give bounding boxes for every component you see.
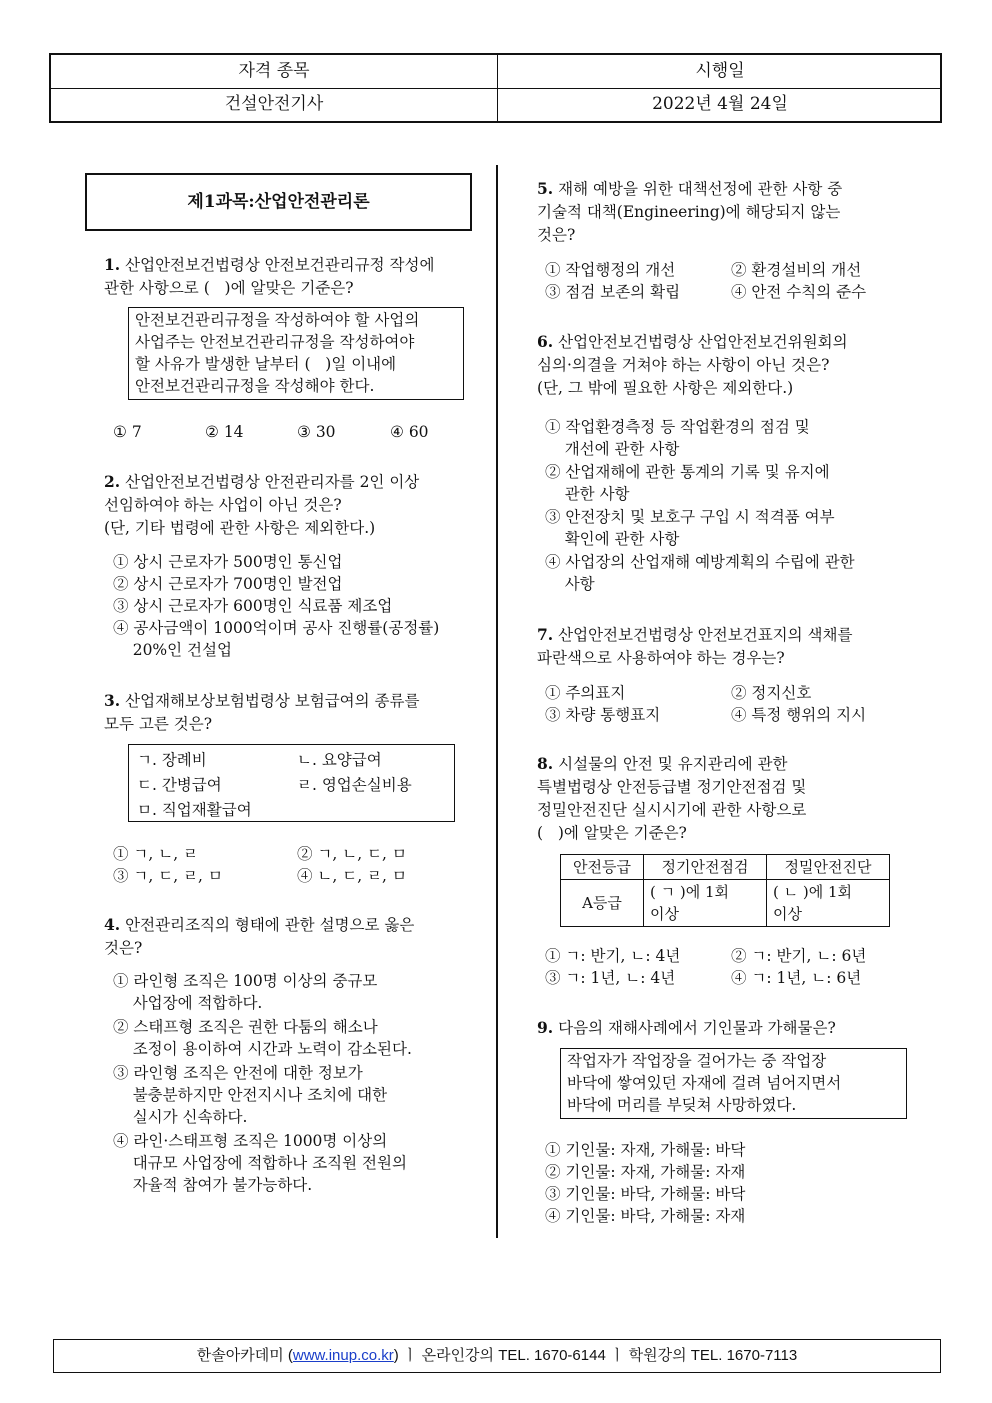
question-text: 재해 예방을 위한 대책선정에 관한 사항 중 기술적 대책(Engineering)에 해당되지 않는 것은?	[537, 180, 843, 244]
question-text: 시설물의 안전 및 유지관리에 관한 특별법령상 안전등급별 정기안전점검 및 정밀안전진단 실시시기에 관한 사항으로 ( )에 알맞은 기준은?	[537, 755, 807, 842]
q8-option-2[interactable]: ② ㄱ: 반기, ㄴ: 6년	[731, 947, 867, 965]
header-exam-type-value: 건설안전기사	[51, 88, 498, 121]
question-1-box: 안전보건관리규정을 작성하여야 할 사업의 사업주는 안전보건관리규정을 작성하여야 할 사유가 발생한 날부터 ( )일 이내에 안전보건관리규정을 작성해야 한다.	[128, 307, 464, 400]
question-4	[104, 913, 414, 960]
header-row-titles	[51, 55, 940, 89]
q3-item-4: ㄹ. 영업손실비용	[297, 776, 412, 794]
q6-option-4[interactable]: ④ 사업장의 산업재해 예방계획의 수립에 관한 사항	[545, 553, 855, 593]
question-number: 2.	[104, 472, 121, 491]
q3-option-3[interactable]: ③ ㄱ, ㄷ, ㄹ, ㅁ	[113, 867, 223, 885]
q6-option-3[interactable]: ③ 안전장치 및 보호구 구입 시 적격품 여부 확인에 관한 사항	[545, 508, 835, 548]
q3-item-5: ㅁ. 직업재활급여	[137, 801, 252, 819]
q3-item-1: ㄱ. 장례비	[137, 751, 207, 769]
subject-title: 제1과목:산업안전관리론	[85, 173, 472, 231]
question-text: 산업안전보건법령상 안전관리자를 2인 이상 선임하여야 하는 사업이 아닌 것은? (단, 기타 법령에 관한 사항은 제외한다.)	[104, 473, 420, 537]
q6-option-1[interactable]: ① 작업환경측정 등 작업환경의 점검 및 개선에 관한 사항	[545, 418, 810, 458]
question-2	[104, 470, 419, 540]
q4-option-3[interactable]: ③ 라인형 조직은 안전에 대한 정보가 불충분하지만 안전지시나 조치에 대한 실시가 신속하다.	[113, 1064, 388, 1126]
header-exam-date-value: 2022년 4월 24일	[652, 94, 788, 114]
column-divider	[496, 165, 498, 1238]
q2-option-4[interactable]: ④ 공사금액이 1000억이며 공사 진행률(공정률) 20%인 건설업	[113, 619, 440, 659]
question-number: 3.	[104, 691, 121, 710]
table-header-precision-diagnosis: 정밀안전진단	[767, 855, 890, 880]
q3-option-1[interactable]: ① ㄱ, ㄴ, ㄹ	[113, 845, 199, 863]
q8-option-1[interactable]: ① ㄱ: 반기, ㄴ: 4년	[545, 947, 681, 965]
q3-item-2: ㄴ. 요양급여	[297, 751, 382, 769]
q5-option-1[interactable]: ① 작업행정의 개선	[545, 261, 676, 279]
question-text: 안전관리조직의 형태에 관한 설명으로 옳은 것은?	[104, 916, 415, 957]
header-row-values	[51, 88, 940, 121]
question-1	[104, 253, 434, 300]
q7-option-1[interactable]: ① 주의표지	[545, 684, 626, 702]
question-number: 4.	[104, 915, 121, 934]
q2-option-1[interactable]: ① 상시 근로자가 500명인 통신업	[113, 553, 343, 571]
question-7	[537, 623, 852, 670]
footer-contact-bar	[53, 1339, 941, 1373]
table-row	[561, 880, 890, 927]
question-text: 산업안전보건법령상 산업안전보건위원회의 심의·의결을 거쳐야 하는 사항이 아닌 것은? (단, 그 밖에 필요한 사항은 제외한다.)	[537, 333, 848, 397]
question-text: 산업안전보건법령상 안전보건관리규정 작성에 관한 사항으로 ( )에 알맞은 기준은?	[104, 256, 435, 297]
header-table	[49, 53, 942, 123]
q2-option-3[interactable]: ③ 상시 근로자가 600명인 식료품 제조업	[113, 597, 393, 615]
table-cell-grade: A등급	[561, 880, 644, 927]
question-number: 8.	[537, 754, 554, 773]
q5-option-2[interactable]: ② 환경설비의 개선	[731, 261, 862, 279]
header-exam-type-title: 자격 종목	[51, 55, 498, 88]
header-exam-date-title: 시행일	[695, 61, 745, 81]
question-3	[104, 689, 419, 736]
inspection-schedule-table	[560, 854, 890, 927]
question-8	[537, 752, 806, 845]
question-number: 9.	[537, 1018, 554, 1037]
question-text: 산업안전보건법령상 안전보건표지의 색채를 파란색으로 사용하여야 하는 경우는?	[537, 626, 853, 667]
footer-website-link[interactable]: www.inup.co.kr	[292, 1347, 394, 1364]
question-text: 다음의 재해사례에서 기인물과 가해물은?	[558, 1019, 836, 1037]
q1-option-1[interactable]: ① 7	[113, 423, 142, 441]
question-6	[537, 330, 848, 400]
question-9	[537, 1016, 836, 1040]
table-header-regular-inspection: 정기안전점검	[644, 855, 767, 880]
question-9-box: 작업자가 작업장을 걸어가는 중 작업장 바닥에 쌓여있던 자재에 걸려 넘어지면서 바닥에 머리를 부딪쳐 사망하였다.	[560, 1048, 907, 1119]
question-number: 1.	[104, 255, 121, 274]
question-5	[537, 177, 842, 247]
q1-option-3[interactable]: ③ 30	[297, 423, 336, 441]
q1-option-2[interactable]: ② 14	[205, 423, 244, 441]
q7-option-2[interactable]: ② 정지신호	[731, 684, 812, 702]
q2-option-2[interactable]: ② 상시 근로자가 700명인 발전업	[113, 575, 343, 593]
q8-option-3[interactable]: ③ ㄱ: 1년, ㄴ: 4년	[545, 969, 676, 987]
q4-option-1[interactable]: ① 라인형 조직은 100명 이상의 중규모 사업장에 적합하다.	[113, 972, 378, 1012]
q9-option-2[interactable]: ② 기인물: 자재, 가해물: 자재	[545, 1163, 746, 1181]
q7-option-3[interactable]: ③ 차량 통행표지	[545, 706, 661, 724]
q3-option-2[interactable]: ② ㄱ, ㄴ, ㄷ, ㅁ	[297, 845, 407, 863]
q4-option-4[interactable]: ④ 라인·스태프형 조직은 1000명 이상의 대규모 사업장에 적합하나 조직원 전원의 자율적 참여가 불가능하다.	[113, 1132, 407, 1194]
table-cell-regular-inspection: ( ㄱ )에 1회 이상	[644, 880, 767, 927]
q9-option-4[interactable]: ④ 기인물: 바닥, 가해물: 자재	[545, 1207, 746, 1225]
q3-item-3: ㄷ. 간병급여	[137, 776, 222, 794]
footer-phone-info: ) ㅣ 온라인강의 TEL. 1670-6144 ㅣ 학원강의 TEL. 1670-7113	[393, 1347, 798, 1364]
q9-option-1[interactable]: ① 기인물: 자재, 가해물: 바닥	[545, 1141, 746, 1159]
question-number: 6.	[537, 332, 554, 351]
q5-option-4[interactable]: ④ 안전 수칙의 준수	[731, 283, 867, 301]
q5-option-3[interactable]: ③ 점검 보존의 확립	[545, 283, 681, 301]
q1-option-4[interactable]: ④ 60	[390, 423, 429, 441]
table-header-row	[561, 855, 890, 880]
q6-option-2[interactable]: ② 산업재해에 관한 통계의 기록 및 유지에 관한 사항	[545, 463, 830, 503]
question-number: 5.	[537, 179, 554, 198]
footer-academy-name: 한솔아카데미 (	[196, 1347, 293, 1364]
q8-option-4[interactable]: ④ ㄱ: 1년, ㄴ: 6년	[731, 969, 862, 987]
q4-option-2[interactable]: ② 스태프형 조직은 권한 다툼의 해소나 조정이 용이하여 시간과 노력이 감소된다.	[113, 1018, 412, 1058]
question-number: 7.	[537, 625, 554, 644]
q7-option-4[interactable]: ④ 특정 행위의 지시	[731, 706, 867, 724]
q3-option-4[interactable]: ④ ㄴ, ㄷ, ㄹ, ㅁ	[297, 867, 407, 885]
table-cell-precision-diagnosis: ( ㄴ )에 1회 이상	[767, 880, 890, 927]
table-header-grade: 안전등급	[561, 855, 644, 880]
q9-option-3[interactable]: ③ 기인물: 바닥, 가해물: 바닥	[545, 1185, 746, 1203]
question-text: 산업재해보상보험법령상 보험급여의 종류를 모두 고른 것은?	[104, 692, 420, 733]
